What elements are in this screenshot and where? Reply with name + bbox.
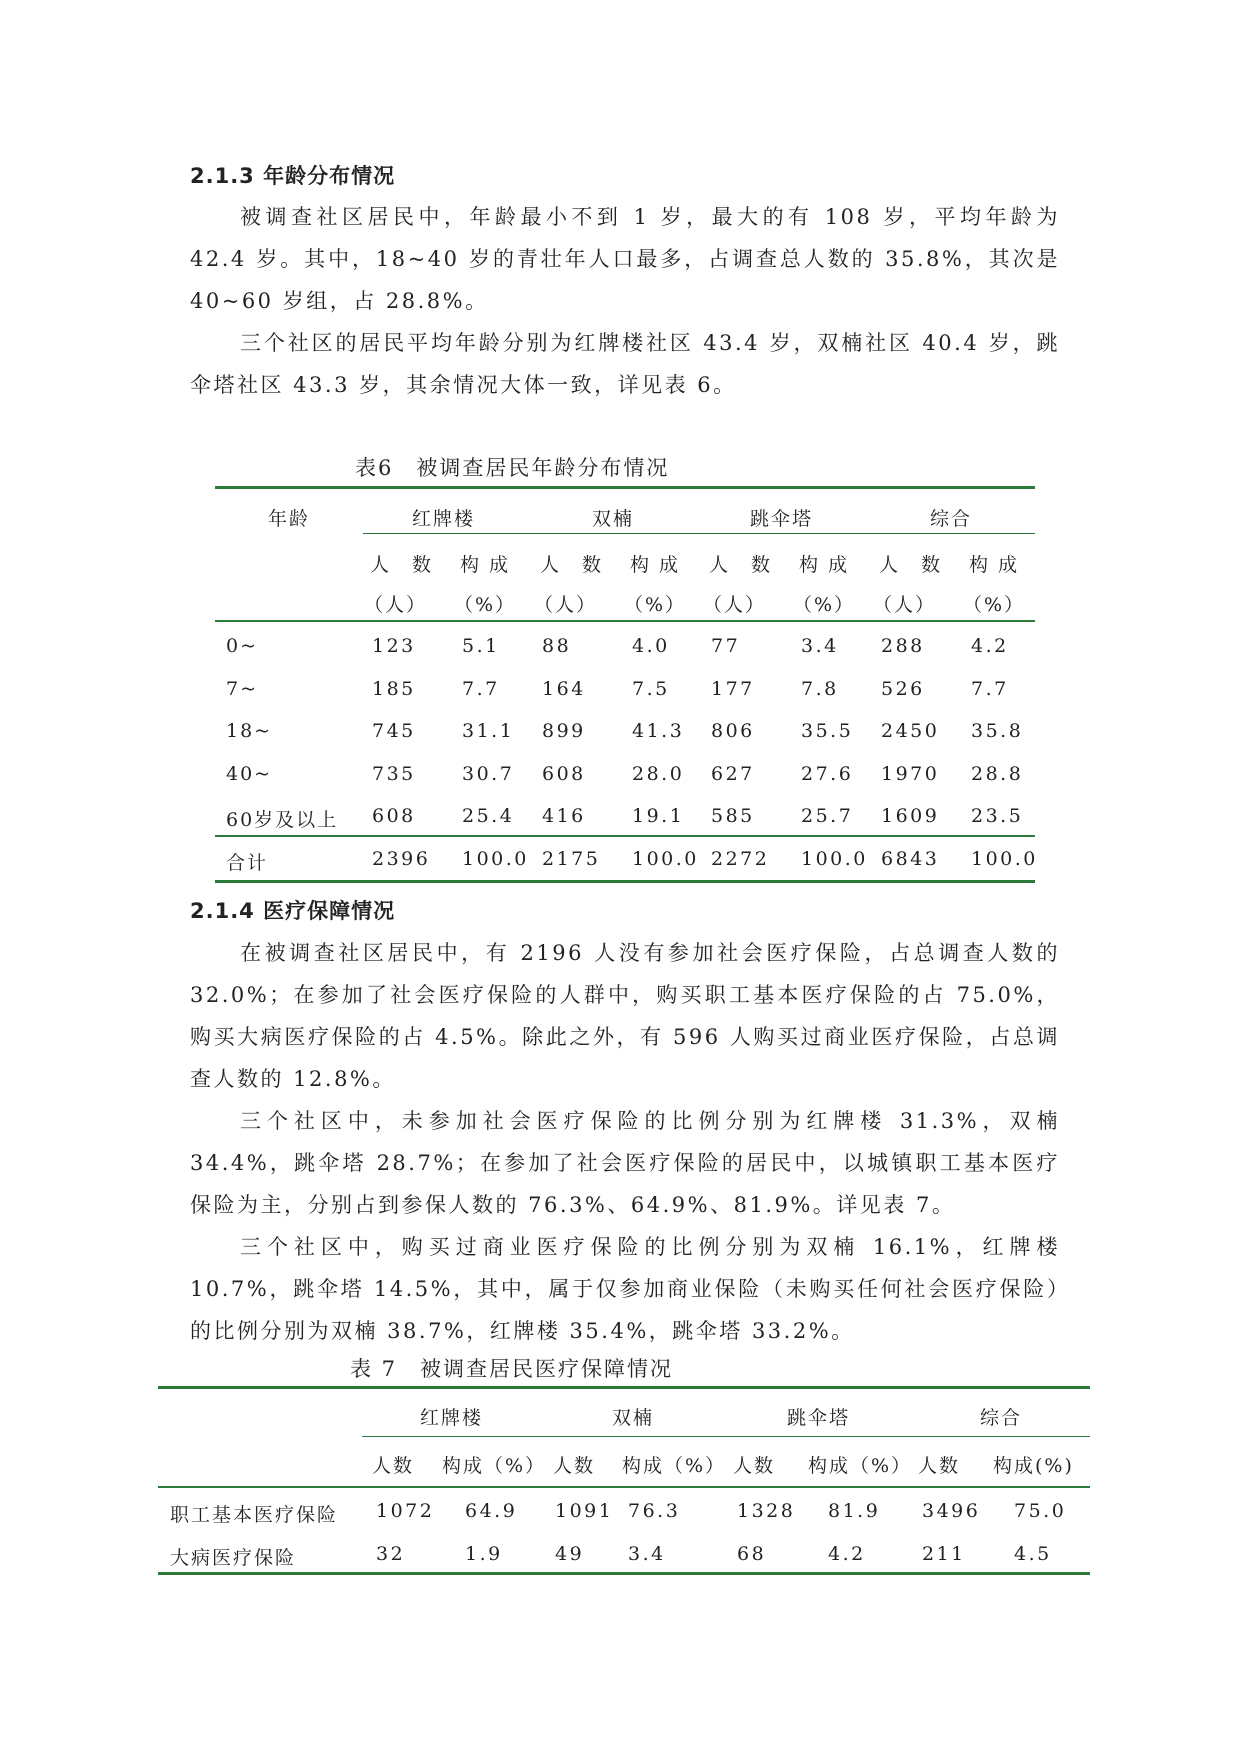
paragraph-age-2: 三个社区的居民平均年龄分别为红牌楼社区 43.4 岁，双楠社区 40.4 岁，跳伞塔社区 43.3 岁，其余情况大体一致，详见表 6。 [190, 331, 1060, 397]
table7-group-rule [362, 1436, 1090, 1437]
table6-cell: 35.8 [971, 720, 1024, 742]
table7-cell: 1091 [555, 1500, 614, 1522]
table6-row-label: 18~ [226, 720, 273, 742]
table6-subheader: 人 数 [540, 554, 604, 576]
table6-cell: 164 [542, 678, 586, 700]
table6-row-header: 年龄 [268, 508, 311, 530]
table6-cell: 2175 [542, 848, 601, 870]
table7-group-zonghe: 综合 [980, 1407, 1023, 1429]
table7-cell: 1.9 [465, 1543, 503, 1565]
table6-cell: 1970 [881, 763, 940, 785]
section-heading-2-1-4: 2.1.4 医疗保障情况 [190, 899, 396, 923]
table7-group-shuangnan: 双楠 [612, 1407, 655, 1429]
table6-cell: 25.4 [462, 805, 515, 827]
table7-subheader: 构成（%） [808, 1455, 913, 1477]
table7-cell: 81.9 [828, 1500, 881, 1522]
table6-cell: 7.7 [971, 678, 1009, 700]
table6-cell: 31.1 [462, 720, 515, 742]
table6-subheader-unit: （%） [454, 594, 517, 616]
table6-cell: 3.4 [801, 635, 839, 657]
table6-cell: 4.2 [971, 635, 1009, 657]
table7-subheader: 构成（%） [622, 1455, 727, 1477]
table6-cell: 35.5 [801, 720, 854, 742]
table7-cell: 75.0 [1014, 1500, 1067, 1522]
table6-cell: 100.0 [801, 848, 868, 870]
table6-cell: 77 [711, 635, 741, 657]
table6-subheader-unit: （人） [534, 594, 598, 616]
table6-subheader: 构 成 [630, 554, 681, 576]
table6-cell: 19.1 [632, 805, 685, 827]
table7-cell: 3.4 [628, 1543, 666, 1565]
table6-group-tiaosanta: 跳伞塔 [750, 508, 814, 530]
table7-cell: 64.9 [465, 1500, 518, 1522]
table6-cell: 735 [372, 763, 416, 785]
table7-cell: 3496 [922, 1500, 981, 1522]
table6-subheader-unit: （人） [873, 594, 937, 616]
table6-cell: 7.8 [801, 678, 839, 700]
table6-subheader: 构 成 [460, 554, 511, 576]
table7-caption: 表 7 被调查居民医疗保障情况 [350, 1357, 674, 1381]
table6-group-shuangnan: 双楠 [592, 508, 635, 530]
table7-subheader: 人数 [733, 1455, 776, 1477]
table7-subheader: 人数 [918, 1455, 961, 1477]
table6-cell: 30.7 [462, 763, 515, 785]
table6-cell: 608 [542, 763, 586, 785]
table7-cell: 76.3 [628, 1500, 681, 1522]
table7-bottom-rule [158, 1572, 1090, 1575]
table7-cell: 49 [555, 1543, 585, 1565]
table6-cell: 745 [372, 720, 416, 742]
table6-cell: 5.1 [462, 635, 500, 657]
table6-group-hongpailou: 红牌楼 [412, 508, 476, 530]
table7-row-label: 职工基本医疗保险 [170, 1504, 339, 1526]
table7-row-label: 大病医疗保险 [170, 1547, 297, 1569]
table6-cell: 2396 [372, 848, 431, 870]
table6-cell: 2450 [881, 720, 940, 742]
table6-cell: 23.5 [971, 805, 1024, 827]
table7-cell: 211 [922, 1543, 966, 1565]
table7-group-tiaosanta: 跳伞塔 [787, 1407, 851, 1429]
table6-cell: 526 [881, 678, 925, 700]
table6-bottom-rule [215, 880, 1035, 883]
table6-cell: 100.0 [632, 848, 699, 870]
table7-subheader: 构成(%) [993, 1455, 1074, 1477]
table7-cell: 1328 [737, 1500, 796, 1522]
table6-cell: 27.6 [801, 763, 854, 785]
table6-row-label: 40~ [226, 763, 273, 785]
table6-cell: 185 [372, 678, 416, 700]
table7-cell: 4.5 [1014, 1543, 1052, 1565]
table6-cell: 28.0 [632, 763, 685, 785]
table6-cell: 627 [711, 763, 755, 785]
table6-subheader: 人 数 [370, 554, 434, 576]
table6-cell: 1609 [881, 805, 940, 827]
table6-subheader-unit: （%） [793, 594, 856, 616]
table6-subheader: 人 数 [879, 554, 943, 576]
table6-cell: 4.0 [632, 635, 670, 657]
table6-cell: 6843 [881, 848, 940, 870]
table7-cell: 1072 [376, 1500, 435, 1522]
paragraph-insurance-3: 三个社区中，购买过商业医疗保险的比例分别为双楠 16.1%，红牌楼 10.7%，跳伞塔 14.5%，其中，属于仅参加商业保险（未购买任何社会医疗保险）的比例分别为双楠 38.7%，红牌楼 35.4%，跳伞塔 33.2%。 [190, 1235, 1060, 1343]
table7-top-rule [158, 1386, 1090, 1389]
table6-header-rule [215, 620, 1035, 622]
table6-total-rule [215, 835, 1035, 837]
table6-cell: 7.7 [462, 678, 500, 700]
table6-cell: 28.8 [971, 763, 1024, 785]
table7-header-rule [158, 1486, 1090, 1488]
table6-cell: 2272 [711, 848, 770, 870]
paragraph-insurance-2: 三个社区中，未参加社会医疗保险的比例分别为红牌楼 31.3%，双楠 34.4%，跳伞塔 28.7%；在参加了社会医疗保险的居民中，以城镇职工基本医疗保险为主，分别占到参保人数的 76.3%、64.9%、81.9%。详见表 7。 [190, 1109, 1060, 1217]
table6-subheader-unit: （%） [624, 594, 687, 616]
table6-row-label: 7~ [226, 678, 259, 700]
table6-subheader: 构 成 [969, 554, 1020, 576]
table6-cell: 288 [881, 635, 925, 657]
table7-cell: 32 [376, 1543, 406, 1565]
table7-group-hongpailou: 红牌楼 [420, 1407, 484, 1429]
table6-cell: 899 [542, 720, 586, 742]
table6-subheader-unit: （人） [364, 594, 428, 616]
table6-row-label: 合计 [226, 852, 269, 874]
table6-subheader-unit: （%） [963, 594, 1026, 616]
table7-cell: 68 [737, 1543, 767, 1565]
table6-subheader-unit: （人） [703, 594, 767, 616]
table7-cell: 4.2 [828, 1543, 866, 1565]
table6-cell: 585 [711, 805, 755, 827]
table7-subheader: 构成（%） [442, 1455, 547, 1477]
table6-group-rule [363, 533, 1035, 534]
table6-cell: 177 [711, 678, 755, 700]
table7-subheader: 人数 [553, 1455, 596, 1477]
table6-group-zonghe: 综合 [930, 508, 973, 530]
section-heading-2-1-3: 2.1.3 年龄分布情况 [190, 164, 396, 188]
table6-cell: 416 [542, 805, 586, 827]
table6-subheader: 构 成 [799, 554, 850, 576]
table6-subheader: 人 数 [709, 554, 773, 576]
table6-cell: 806 [711, 720, 755, 742]
table6-cell: 7.5 [632, 678, 670, 700]
table6-cell: 88 [542, 635, 572, 657]
table6-cell: 25.7 [801, 805, 854, 827]
table7-subheader: 人数 [372, 1455, 415, 1477]
table6-caption: 表6 被调查居民年龄分布情况 [355, 456, 670, 480]
table6-cell: 41.3 [632, 720, 685, 742]
table6-row-label: 60岁及以上 [226, 809, 339, 831]
table6-row-label: 0~ [226, 635, 259, 657]
table6-cell: 100.0 [971, 848, 1038, 870]
table6-cell: 123 [372, 635, 416, 657]
table6-cell: 100.0 [462, 848, 529, 870]
table6-cell: 608 [372, 805, 416, 827]
paragraph-age-1: 被调查社区居民中，年龄最小不到 1 岁，最大的有 108 岁，平均年龄为 42.4 岁。其中，18~40 岁的青壮年人口最多，占调查总人数的 35.8%，其次是 40~60 岁组，占 28.8%。 [190, 205, 1060, 313]
table6-top-rule [215, 486, 1035, 489]
paragraph-insurance-1: 在被调查社区居民中，有 2196 人没有参加社会医疗保险，占总调查人数的 32.0%；在参加了社会医疗保险的人群中，购买职工基本医疗保险的占 75.0%，购买大病医疗保险的占 4.5%。除此之外，有 596 人购买过商业医疗保险，占总调查人数的 12.8%。 [190, 941, 1060, 1091]
